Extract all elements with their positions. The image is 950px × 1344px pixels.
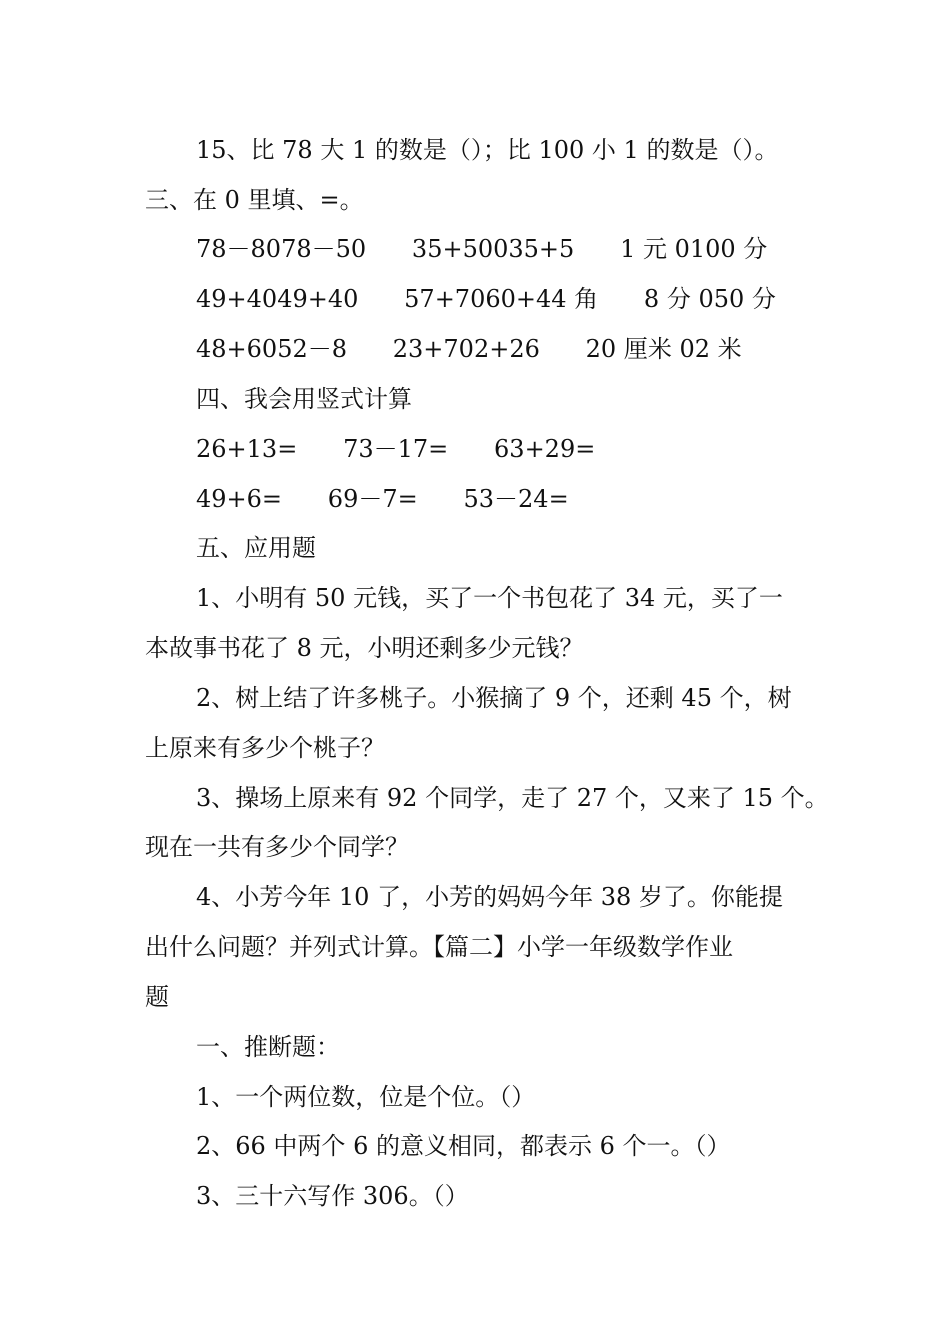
problem-3-line-1: 3、操场上原来有 92 个同学，走了 27 个，又来了 15 个。 bbox=[196, 784, 829, 812]
problem-3-line-2: 现在一共有多少个同学？ bbox=[145, 833, 409, 861]
problem-2-line-1: 2、树上结了许多桃子。小猴摘了 9 个，还剩 45 个，树 bbox=[196, 684, 792, 712]
judgement-item-3: 3、三十六写作 306。（） bbox=[196, 1182, 469, 1210]
vertical-calc-row-2: 49+6= 69－7= 53－24= bbox=[196, 485, 569, 513]
part-2-title-tail: 题 bbox=[145, 983, 169, 1011]
vertical-calc-row-1: 26+13= 73－17= 63+29= bbox=[196, 435, 596, 463]
problem-4-line-1: 4、小芳今年 10 了，小芳的妈妈今年 38 岁了。你能提 bbox=[196, 883, 783, 911]
compare-row-3: 48+6052－8 23+702+26 20 厘米 02 米 bbox=[196, 335, 742, 363]
compare-row-2: 49+4049+40 57+7060+44 角 8 分 050 分 bbox=[196, 285, 776, 313]
problem-2-line-2: 上原来有多少个桃子？ bbox=[145, 734, 385, 762]
judgement-heading: 一、推断题： bbox=[196, 1033, 340, 1061]
problem-4-line-2: 出什么问题？并列式计算。【篇二】小学一年级数学作业 bbox=[145, 933, 733, 961]
section-5-heading: 五、应用题 bbox=[196, 534, 316, 562]
judgement-item-1: 1、一个两位数，位是个位。（） bbox=[196, 1083, 536, 1111]
judgement-item-2: 2、66 中两个 6 的意义相同，都表示 6 个一。（） bbox=[196, 1132, 731, 1160]
compare-row-1: 78－8078－50 35+50035+5 1 元 0100 分 bbox=[196, 235, 768, 263]
problem-1-line-1: 1、小明有 50 元钱，买了一个书包花了 34 元，买了一 bbox=[196, 584, 783, 612]
question-15-line: 15、比 78 大 1 的数是（）；比 100 小 1 的数是（）。 bbox=[196, 136, 779, 164]
section-4-heading: 四、我会用竖式计算 bbox=[196, 385, 412, 413]
section-3-heading: 三、在 0 里填、=。 bbox=[145, 186, 364, 214]
problem-1-line-2: 本故事书花了 8 元，小明还剩多少元钱？ bbox=[145, 634, 584, 662]
